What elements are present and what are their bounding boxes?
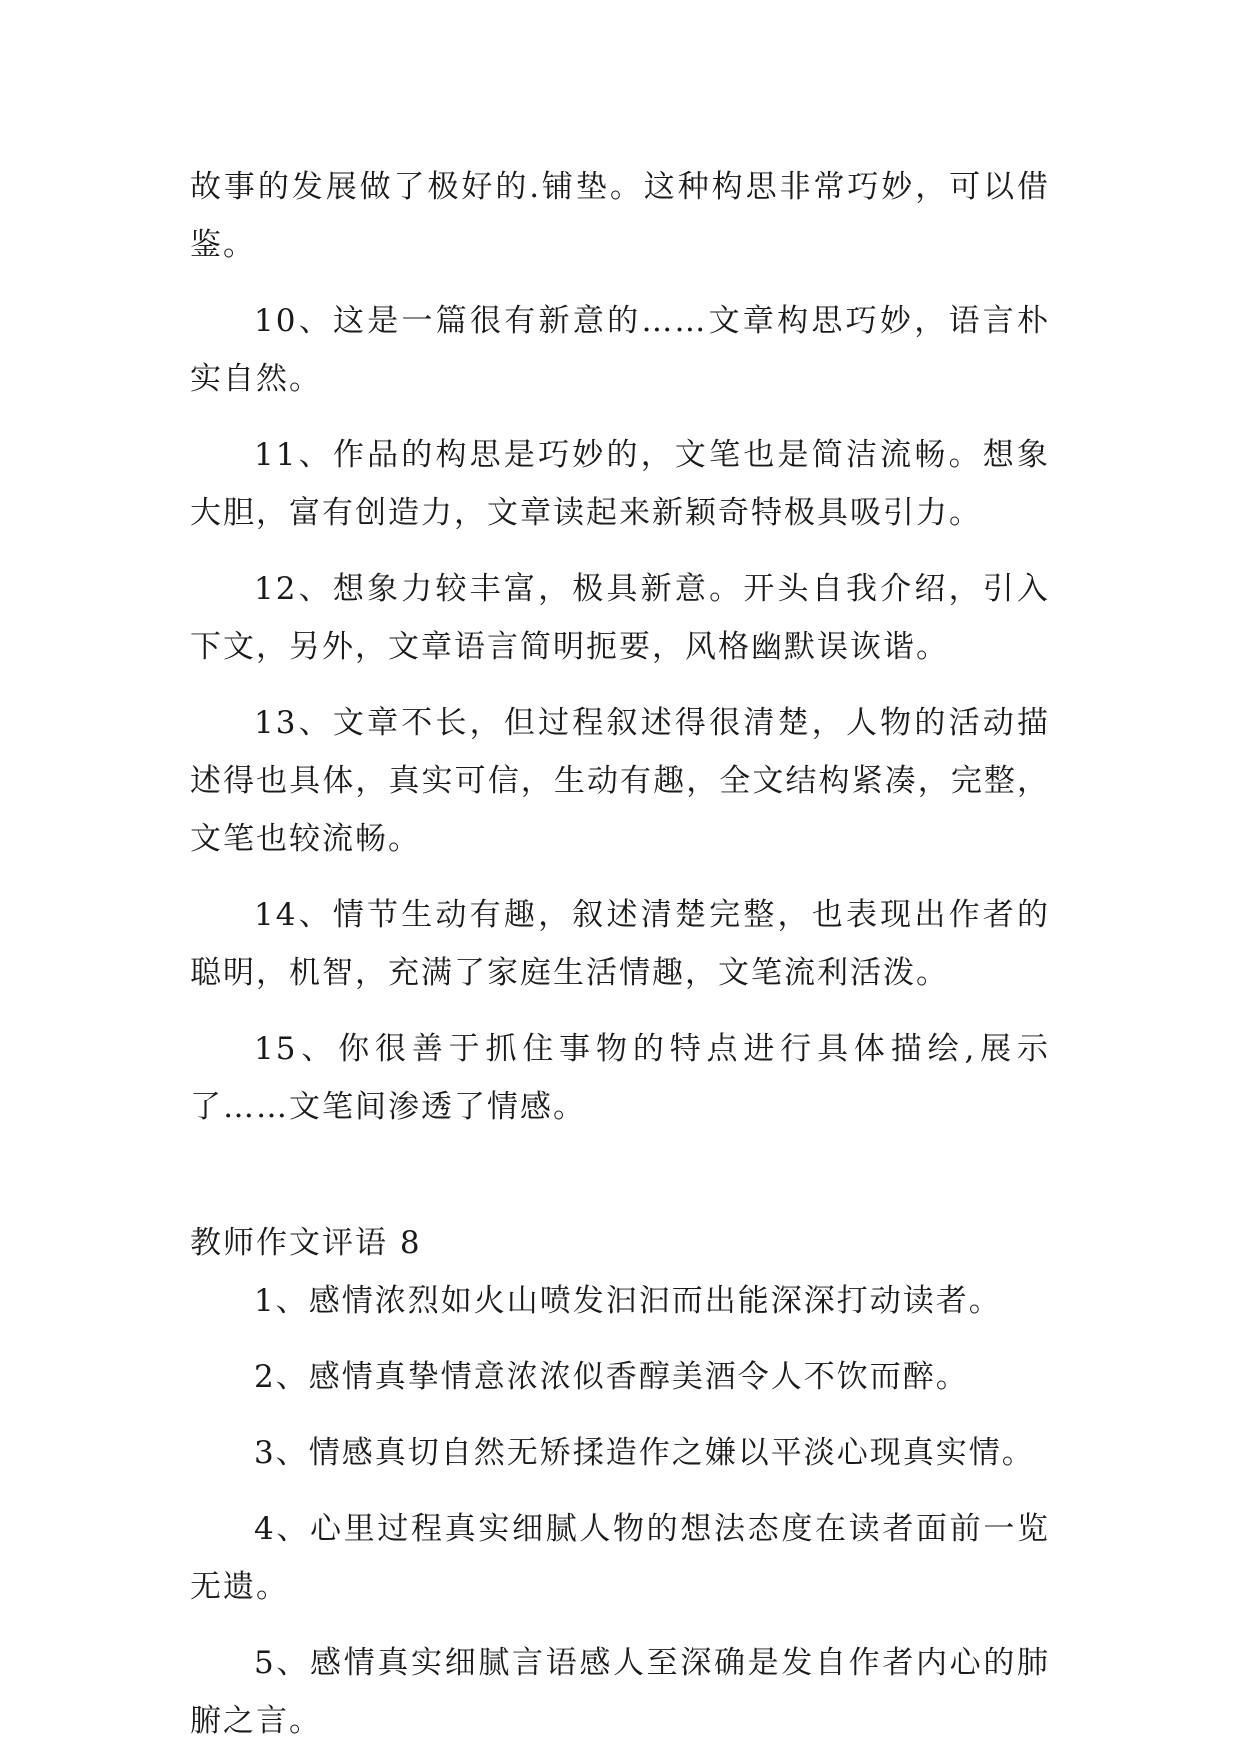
comment-item-4: 4、心里过程真实细腻人物的想法态度在读者面前一览无遗。 [190, 1511, 1050, 1605]
comment-item-1: 1、感情浓烈如火山喷发汩汩而出能深深打动读者。 [254, 1283, 1002, 1319]
section-heading: 教师作文评语 8 [190, 1225, 422, 1261]
document-page [190, 158, 1050, 1750]
comment-item-3: 3、情感真切自然无矫揉造作之嫌以平淡心现真实情。 [254, 1435, 1035, 1471]
comment-item-11: 11、作品的构思是巧妙的，文笔也是简洁流畅。想象大胆，富有创造力，文章读起来新颖奇特极具吸引力。 [190, 437, 1050, 531]
comment-item-15: 15、你很善于抓住事物的特点进行具体描绘,展示了……文笔间渗透了情感。 [190, 1031, 1050, 1125]
comment-item-10: 10、这是一篇很有新意的……文章构思巧妙，语言朴实自然。 [190, 303, 1050, 397]
comment-item-13: 13、文章不长，但过程叙述得很清楚，人物的活动描述得也具体，真实可信，生动有趣，全文结构紧凑，完整，文笔也较流畅。 [190, 705, 1050, 857]
comment-item-14: 14、情节生动有趣，叙述清楚完整，也表现出作者的聪明，机智，充满了家庭生活情趣，文笔流利活泼。 [190, 897, 1050, 991]
comment-item-2: 2、感情真挚情意浓浓似香醇美酒令人不饮而醉。 [254, 1359, 969, 1395]
paragraph-continuation: 故事的发展做了极好的.铺垫。这种构思非常巧妙，可以借鉴。 [190, 169, 1050, 263]
comment-item-5: 5、感情真实细腻言语感人至深确是发自作者内心的肺腑之言。 [190, 1645, 1050, 1739]
comment-item-12: 12、想象力较丰富，极具新意。开头自我介绍，引入下文，另外，文章语言简明扼要，风格幽默误诙谐。 [190, 571, 1050, 665]
